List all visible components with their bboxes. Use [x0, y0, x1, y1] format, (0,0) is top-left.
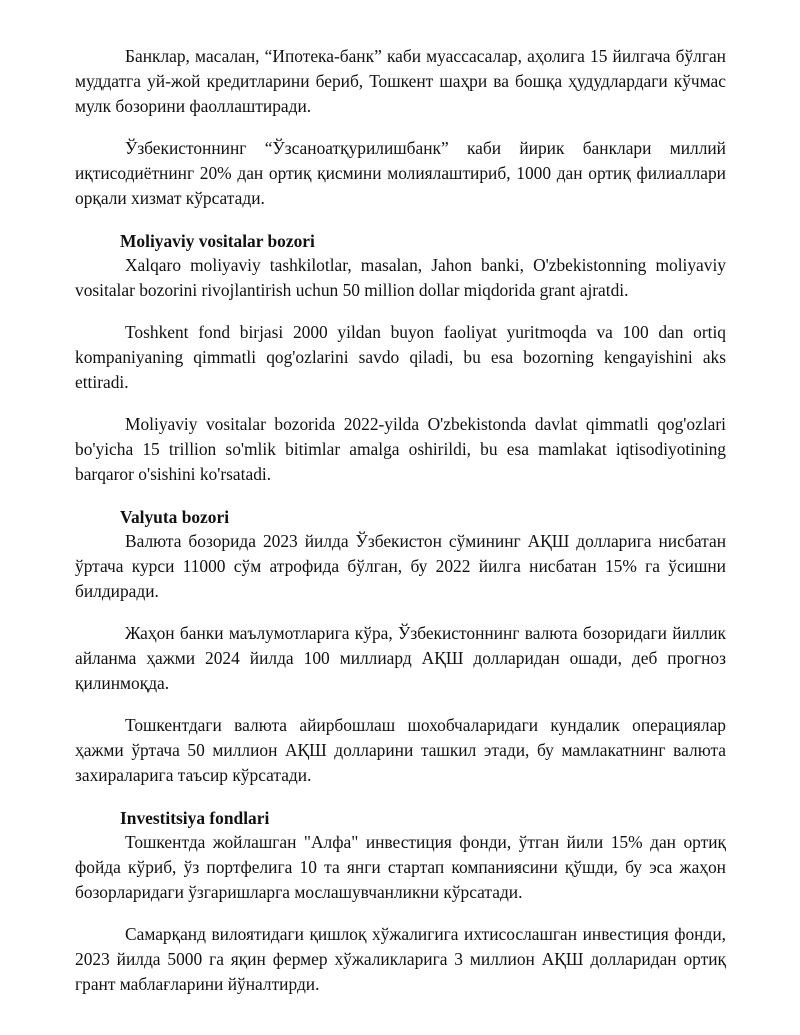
paragraph: Тошкентда жойлашган "Алфа" инвестиция фонди, ўтган йили 15% дан ортиқ фойда кўриб, ўз портфелига 10 та янги стартап компаниясини қўшди, бу эса жаҳон бозорларидаги ўзгаришларга мослашувчанликни кўрсатади.: [75, 832, 726, 902]
document-page: [75, 44, 726, 997]
section-heading: Moliyaviy vositalar bozori: [120, 231, 315, 251]
paragraph: Самарқанд вилоятидаги қишлоқ хўжалигига ихтисослашган инвестиция фонди, 2023 йилда 5000 га яқин фермер хўжаликларига 3 миллион АҚШ долларидан ортиқ грант маблағларини йўналтирди.: [75, 924, 726, 994]
paragraph: Тошкентдаги валюта айирбошлаш шохобчаларидаги кундалик операциялар ҳажми ўртача 50 миллион АҚШ долларини ташкил этади, бу мамлакатнинг валюта захираларига таъсир кўрсатади.: [75, 715, 726, 785]
paragraph: Банклар, масалан, “Ипотека-банк” каби муассасалар, аҳолига 15 йилгача бўлган муддатга уй-жой кредитларини бериб, Тошкент шаҳри ва бошқа ҳудудлардаги кўчмас мулк бозорини фаоллаштиради.: [75, 46, 726, 116]
section-heading: Valyuta bozori: [120, 507, 230, 527]
paragraph: Валюта бозорида 2023 йилда Ўзбекистон сўмининг АҚШ долларига нисбатан ўртача курси 11000 сўм атрофида бўлган, бу 2022 йилга нисбатан 15% га ўсишни билдиради.: [75, 531, 726, 601]
paragraph: Ўзбекистоннинг “Ўзсаноатқурилишбанк” каби йирик банклари миллий иқтисодиётнинг 20% дан ортиқ қисмини молиялаштириб, 1000 дан ортиқ филиаллари орқали хизмат кўрсатади.: [75, 138, 726, 208]
paragraph: Жаҳон банки маълумотларига кўра, Ўзбекистоннинг валюта бозоридаги йиллик айланма ҳажми 2024 йилда 100 миллиард АҚШ долларидан ошади, деб прогноз қилинмоқда.: [75, 623, 726, 693]
paragraph: Xalqaro moliyaviy tashkilotlar, masalan, Jahon banki, O'zbekistonning moliyaviy vositalar bozorini rivojlantirish uchun 50 million dollar miqdorida grant ajratdi.: [75, 255, 726, 300]
paragraph: Moliyaviy vositalar bozorida 2022-yilda O'zbekistonda davlat qimmatli qog'ozlari bo'yicha 15 trillion so'mlik bitimlar amalga oshirildi, bu esa mamlakat iqtisodiyotining barqaror o'sishini ko'rsatadi.: [75, 414, 726, 484]
section-heading: Investitsiya fondlari: [120, 808, 270, 828]
paragraph: Toshkent fond birjasi 2000 yildan buyon faoliyat yuritmoqda va 100 dan ortiq kompaniyaning qimmatli qog'ozlarini savdo qiladi, bu esa bozorning kengayishini aks ettiradi.: [75, 322, 726, 392]
